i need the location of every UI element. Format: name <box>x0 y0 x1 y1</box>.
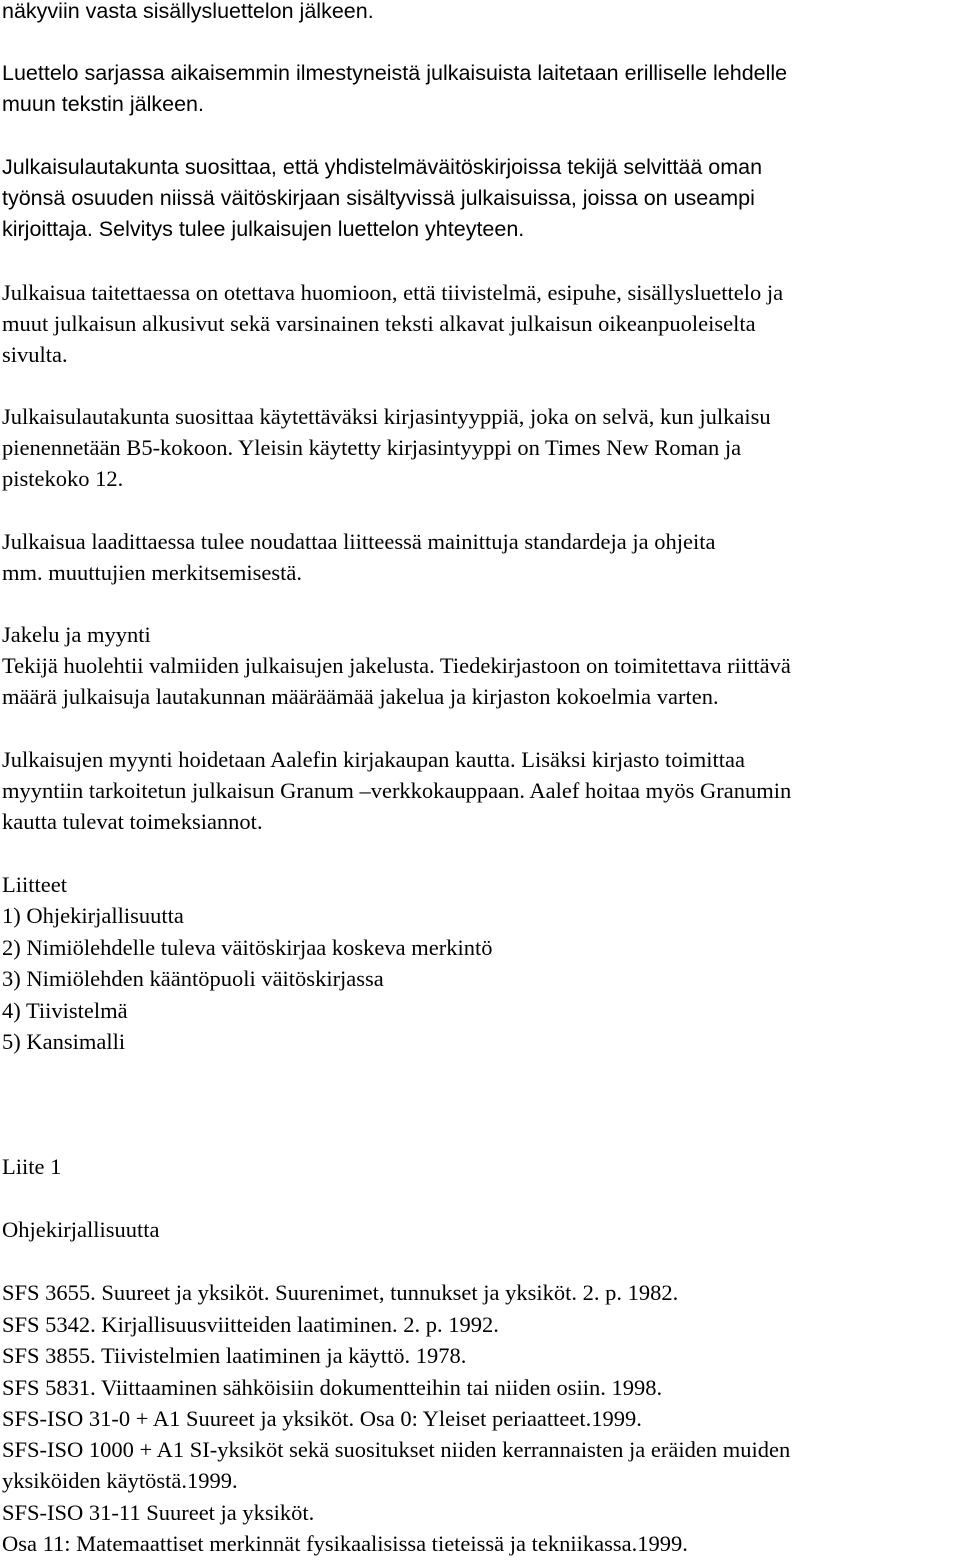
section-heading: Jakelu ja myynti <box>2 622 151 647</box>
section-heading: Liitteet <box>2 872 67 897</box>
text-line: kirjoittaja. Selvitys tulee julkaisujen luettelon yhteyteen. <box>2 217 525 241</box>
appendix-label: Liite 1 <box>2 1154 62 1179</box>
reference-line: SFS 3855. Tiivistelmien laatiminen ja käyttö. 1978. <box>2 1343 467 1368</box>
text-line: mm. muuttujien merkitsemisestä. <box>2 560 302 585</box>
text-line: pienennetään B5-kokoon. Yleisin käytetty kirjasintyyppi on Times New Roman ja <box>2 435 742 460</box>
reference-line: SFS-ISO 31-11 Suureet ja yksiköt. <box>2 1500 315 1525</box>
reference-line: SFS 5342. Kirjallisuusviitteiden laatiminen. 2. p. 1992. <box>2 1312 499 1337</box>
text-line: Luettelo sarjassa aikaisemmin ilmestyneistä julkaisuista laitetaan erilliselle lehdelle <box>2 61 788 85</box>
reference-line: SFS 5831. Viittaaminen sähköisiin dokumentteihin tai niiden osiin. 1998. <box>2 1375 663 1400</box>
appendix-title: Ohjekirjallisuutta <box>2 1217 160 1242</box>
reference-line: SFS-ISO 1000 + A1 SI-yksiköt sekä suositukset niiden kerrannaisten ja eräiden muiden <box>2 1437 791 1462</box>
list-item: 5) Kansimalli <box>2 1029 126 1054</box>
text-line: määrä julkaisuja lautakunnan määräämää jakelua ja kirjaston kokoelmia varten. <box>2 684 719 709</box>
list-item: 2) Nimiölehdelle tuleva väitöskirjaa koskeva merkintö <box>2 935 493 960</box>
text-line: Julkaisua taitettaessa on otettava huomioon, että tiivistelmä, esipuhe, sisällysluettelo ja <box>2 280 784 305</box>
text-line: sivulta. <box>2 342 68 367</box>
text-line: pistekoko 12. <box>2 466 124 491</box>
text-line: muut julkaisun alkusivut sekä varsinainen teksti alkavat julkaisun oikeanpuoleiselta <box>2 311 756 336</box>
list-item: 3) Nimiölehden kääntöpuoli väitöskirjassa <box>2 966 384 991</box>
list-item: 4) Tiivistelmä <box>2 998 128 1023</box>
text-line: myyntiin tarkoitetun julkaisun Granum –verkkokauppaan. Aalef hoitaa myös Granumin <box>2 778 792 803</box>
reference-line: SFS-ISO 31-0 + A1 Suureet ja yksiköt. Osa 0: Yleiset periaatteet.1999. <box>2 1406 642 1431</box>
text-line: Julkaisulautakunta suosittaa käytettäväksi kirjasintyyppiä, joka on selvä, kun julkaisu <box>2 404 771 429</box>
text-line: kautta tulevat toimeksiannot. <box>2 809 263 834</box>
text-line: Julkaisulautakunta suosittaa, että yhdistelmäväitöskirjoissa tekijä selvittää oman <box>2 155 763 179</box>
text-line: muun tekstin jälkeen. <box>2 92 204 116</box>
reference-line: yksiköiden käytöstä.1999. <box>2 1468 238 1493</box>
list-item: 1) Ohjekirjallisuutta <box>2 903 184 928</box>
text-line: Tekijä huolehtii valmiiden julkaisujen jakelusta. Tiedekirjastoon on toimitettava riittävä <box>2 653 791 678</box>
reference-line: SFS 3655. Suureet ja yksiköt. Suurenimet, tunnukset ja yksiköt. 2. p. 1982. <box>2 1280 679 1305</box>
text-line: työnsä osuuden niissä väitöskirjaan sisältyvissä julkaisuissa, joissa on useampi <box>2 186 755 210</box>
text-line: näkyviin vasta sisällysluettelon jälkeen. <box>2 0 374 23</box>
text-line: Julkaisujen myynti hoidetaan Aalefin kirjakaupan kautta. Lisäksi kirjasto toimittaa <box>2 747 745 772</box>
text-line: Julkaisua laadittaessa tulee noudattaa liitteessä mainittuja standardeja ja ohjeita <box>2 529 716 554</box>
reference-line: Osa 11: Matemaattiset merkinnät fysikaalisissa tieteissä ja tekniikassa.1999. <box>2 1531 688 1556</box>
